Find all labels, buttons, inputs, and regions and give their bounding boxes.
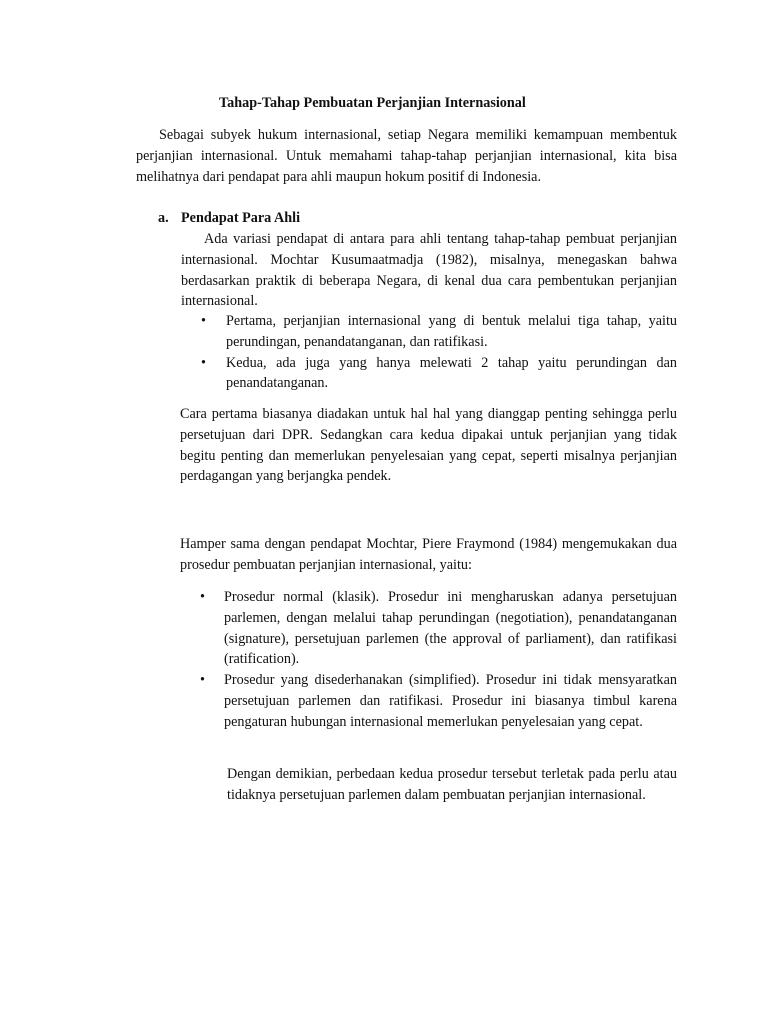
section-a-label: a.: [158, 210, 169, 226]
list-item-text: Prosedur yang disederhanakan (simplified). Prosedur ini tidak mensyaratkan persetujuan parlemen dan ratifikasi. Prosedur ini biasanya timbul karena pengaturan hubungan internasional memerlukan penyelesaian yang cepat.: [224, 672, 677, 730]
section-a-paragraph-2: Cara pertama biasanya diadakan untuk hal hal yang dianggap penting sehingga perlu persetujuan dari DPR. Sedangkan cara kedua dipakai untuk perjanjian yang tidak begitu penting dan memerlukan penyelesaian yang cepat, seperti misalnya perjanjian perdagangan yang berjangka pendek.: [180, 406, 677, 485]
bullet-icon: •: [200, 672, 205, 689]
intro-paragraph: Sebagai subyek hukum internasional, setiap Negara memiliki kemampuan membentuk perjanjian internasional. Untuk memahami tahap-tahap perjanjian internasional, kita bisa melihatnya dari pendapat para ahli maupun hokum positif di Indonesia.: [136, 127, 677, 185]
document-title: Tahap-Tahap Pembuatan Perjanjian Internasional: [219, 95, 526, 111]
bullet-icon: •: [200, 589, 205, 605]
section-a-paragraph-4: Dengan demikian, perbedaan kedua prosedur tersebut terletak pada perlu atau tidaknya persetujuan parlemen dalam pembuatan perjanjian internasional.: [227, 766, 677, 803]
list-item-text: Pertama, perjanjian internasional yang di bentuk melalui tiga tahap, yaitu perundingan, penandatanganan, dan ratifikasi.: [226, 313, 677, 350]
list-item: [181, 353, 677, 395]
list-item-text: Prosedur normal (klasik). Prosedur ini mengharuskan adanya persetujuan parlemen, dengan melalui tahap perundingan (negotiation), penandatanganan (signature), persetujuan parlemen (the approval of parliament), dan ratifikasi (ratification).: [224, 589, 677, 668]
section-a-paragraph-3: Hamper sama dengan pendapat Mochtar, Piere Fraymond (1984) mengemukakan dua prosedur pembuatan perjanjian internasional, yaitu:: [180, 536, 677, 573]
section-a-paragraph-1: Ada variasi pendapat di antara para ahli tentang tahap-tahap pembuat perjanjian internasional. Mochtar Kusumaatmadja (1982), misalnya, menegaskan bahwa berdasarkan praktik di beberapa Negara, di kenal dua cara pembentukan perjanjian internasional.: [181, 231, 677, 310]
list-item: [181, 670, 677, 732]
section-a-heading: [158, 208, 300, 229]
list-item: [181, 587, 677, 670]
bullet-icon: •: [201, 354, 206, 371]
list-item: [181, 311, 677, 353]
list-item-text: Kedua, ada juga yang hanya melewati 2 tahap yaitu perundingan dan penandatanganan.: [226, 354, 677, 392]
section-a-title: Pendapat Para Ahli: [181, 210, 301, 226]
bullet-icon: •: [201, 313, 206, 329]
bullet-list-cara-pembentukan: [181, 311, 677, 394]
bullet-list-prosedur: [181, 587, 677, 733]
